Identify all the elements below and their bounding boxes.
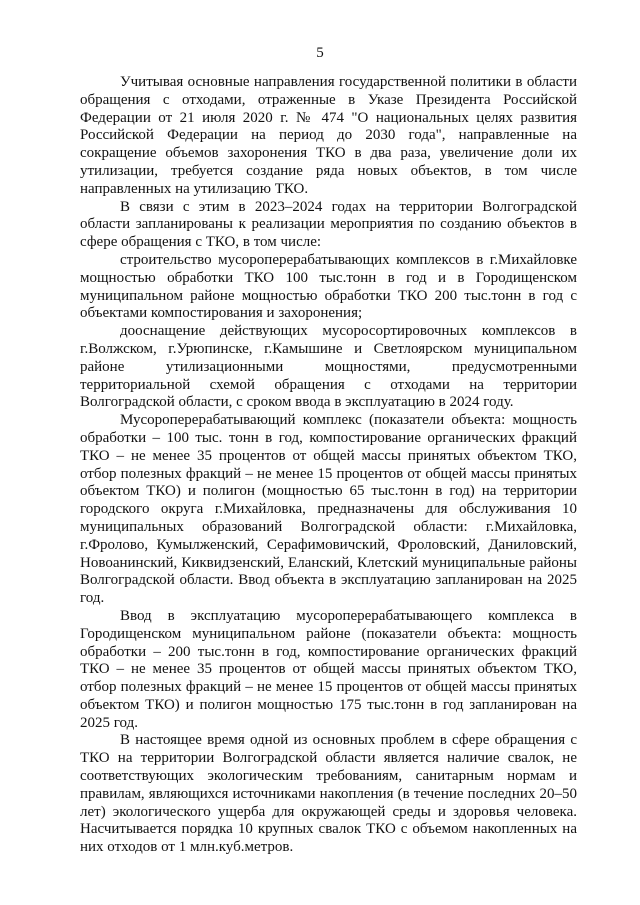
- paragraph: Учитывая основные направления государственной политики в области обращения с отходами, отраженные в Указе Президента Российской Федерации от 21 июля 2020 г. № 474 "О национальных целях развития Российской Федерации на период до 2030 года", направленные на сокращение объемов захоронения ТКО в два раза, увеличение доли их утилизации, требуется создание ряда новых объектов, в том числе направленных на утилизацию ТКО.: [80, 74, 577, 197]
- paragraph: строительство мусороперерабатывающих комплексов в г.Михайловке мощностью обработки ТКО 100 тыс.тонн в год и в Городищенском муниципальном районе мощностью обработки ТКО 200 тыс.тонн в год с объектами компостирования и захоронения;: [80, 251, 577, 322]
- paragraph: Ввод в эксплуатацию мусороперерабатывающего комплекса в Городищенском муниципальном районе (показатели объекта: мощность обработки – 200 тыс.тонн в год, компостирование органических фракций ТКО – не менее 35 процентов от общей массы принятых объектом ТКО, отбор полезных фракций – не менее 15 процентов от общей массы принятых объектом ТКО) и полигон мощностью 175 тыс.тонн в год запланирован на 2025 год.: [80, 607, 577, 731]
- document-body: [80, 74, 577, 857]
- paragraph: В настоящее время одной из основных проблем в сфере обращения с ТКО на территории Волгоградской области является наличие свалок, не соответствующих экологическим требованиям, санитарным нормам и правилам, являющихся источниками накопления (в течение последних 20–50 лет) экологического ущерба для окружающей среды и здоровья человека. Насчитывается порядка 10 крупных свалок ТКО с объемом накопленных на них отходов от 1 млн.куб.метров.: [80, 732, 577, 856]
- page-number: 5: [316, 45, 324, 61]
- paragraph: В связи с этим в 2023–2024 годах на территории Волгоградской области запланированы к реализации мероприятия по созданию объектов в сфере обращения с ТКО, в том числе:: [80, 198, 577, 251]
- paragraph: Мусороперерабатывающий комплекс (показатели объекта: мощность обработки – 100 тыс. тонн в год, компостирование органических фракций ТКО – не менее 35 процентов от общей массы принятых объектом ТКО, отбор полезных фракций – не менее 15 процентов от общей массы принятых объектом ТКО) и полигон (мощностью 65 тыс.тонн в год) на территории городского округа г.Михайловка, предназначены для обслуживания 10 муниципальных образований Волгоградской области: г.Михайловка, г.Фролово, Кумылженский, Серафимовичский, Фроловский, Даниловский, Новоанинский, Киквидзенский, Еланский, Клетский муниципальные районы Волгоградской области. Ввод объекта в эксплуатацию запланирован на 2025 год.: [80, 412, 577, 607]
- paragraph: дооснащение действующих мусоросортировочных комплексов в г.Волжском, г.Урюпинске, г.Камышине и Светлоярском муниципальном районе утилизационными мощностями, предусмотренными территориальной схемой обращения с отходами на территории Волгоградской области, с сроком ввода в эксплуатацию в 2024 году.: [80, 323, 577, 411]
